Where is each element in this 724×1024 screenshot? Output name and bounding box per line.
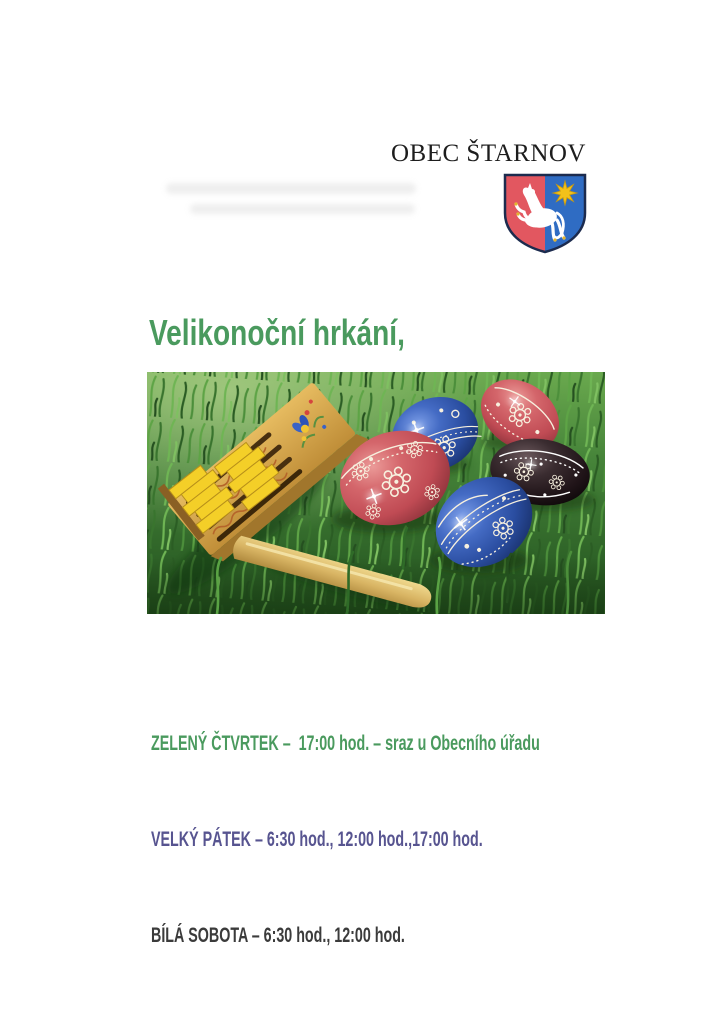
schedule-line-good-friday: VELKÝ PÁTEK – 6:30 hod., 12:00 hod.,17:00 hod. xyxy=(151,828,483,851)
schedule xyxy=(151,664,540,1016)
star-icon xyxy=(553,181,577,205)
coat-of-arms-icon xyxy=(500,171,590,256)
easter-eggs-photo xyxy=(147,372,605,614)
event-title-line: Velikonoční hrkání, xyxy=(149,312,405,353)
scan-bleed-artifact xyxy=(190,204,415,214)
municipality-title: OBEC ŠTARNOV xyxy=(391,140,586,167)
schedule-line-white-saturday: BÍLÁ SOBOTA – 6:30 hod., 12:00 hod. xyxy=(151,924,405,947)
scan-bleed-artifact xyxy=(166,183,416,194)
schedule-line-green-thursday: ZELENÝ ČTVRTEK – 17:00 hod. – sraz u Obecního úřadu xyxy=(151,732,540,755)
